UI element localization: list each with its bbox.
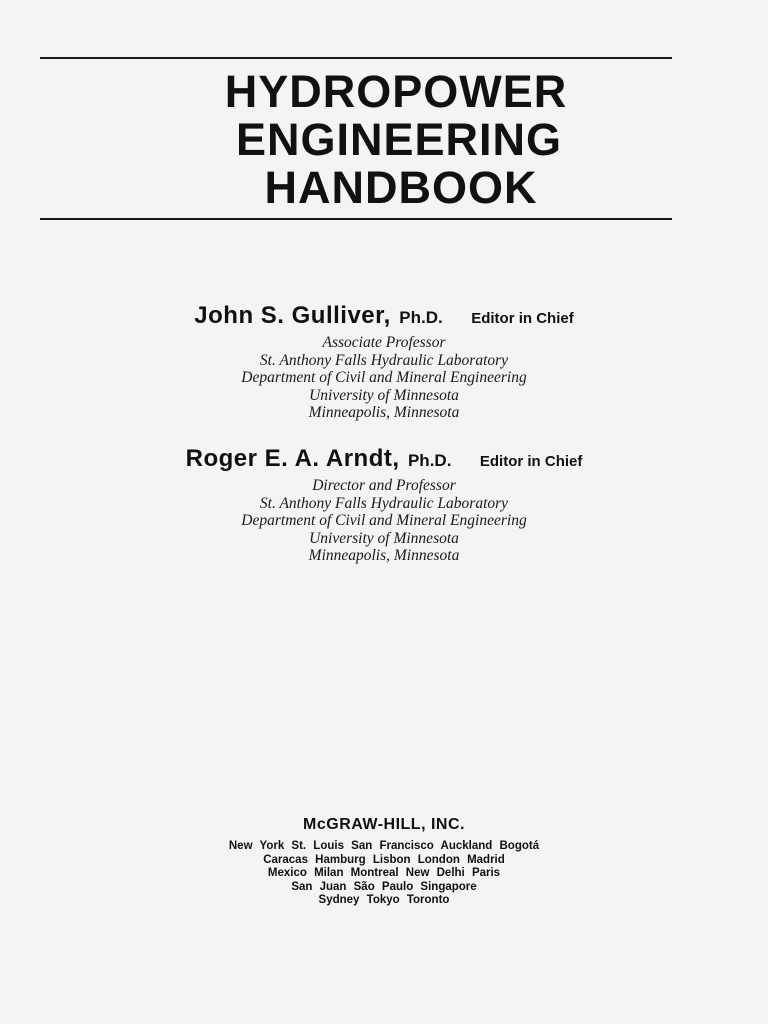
title-line-1: HYDROPOWER bbox=[224, 66, 568, 117]
affiliation-line: Department of Civil and Mineral Engineering bbox=[241, 369, 527, 386]
title-line-2: ENGINEERING bbox=[235, 114, 563, 165]
affiliation-line: Department of Civil and Mineral Engineering bbox=[241, 512, 527, 529]
editor-block-2 bbox=[0, 445, 768, 565]
city-line: New York St. Louis San Francisco Auckland Bogotá bbox=[228, 840, 540, 852]
affiliation-line: Director and Professor bbox=[312, 477, 456, 494]
affiliation-line: Minneapolis, Minnesota bbox=[308, 404, 460, 421]
editor-role: Editor in Chief bbox=[471, 310, 574, 327]
affiliation-line: Associate Professor bbox=[322, 334, 446, 351]
editor-heading bbox=[0, 445, 768, 473]
publisher-name: McGRAW-HILL, INC. bbox=[303, 816, 465, 833]
editor-heading bbox=[0, 302, 768, 330]
editor-affiliation bbox=[0, 334, 768, 422]
editor-degree: Ph.D. bbox=[407, 451, 452, 470]
affiliation-line: University of Minnesota bbox=[309, 529, 459, 547]
publisher-block bbox=[0, 816, 768, 908]
editor-affiliation bbox=[0, 477, 768, 565]
affiliation-line: St. Anthony Falls Hydraulic Laboratory bbox=[259, 351, 509, 369]
city-line: Mexico Milan Montreal New Delhi Paris bbox=[267, 867, 501, 879]
title-line-3: HANDBOOK bbox=[264, 162, 538, 213]
bottom-rule bbox=[40, 218, 672, 220]
editor-name: Roger E. A. Arndt, bbox=[185, 445, 400, 472]
editor-name: John S. Gulliver, bbox=[194, 302, 391, 329]
publisher-cities bbox=[0, 840, 768, 908]
city-line: Caracas Hamburg Lisbon London Madrid bbox=[263, 853, 505, 866]
city-line: San Juan São Paulo Singapore bbox=[291, 880, 477, 893]
affiliation-line: University of Minnesota bbox=[309, 386, 459, 404]
affiliation-line: Minneapolis, Minnesota bbox=[308, 547, 460, 564]
city-line: Sydney Tokyo Toronto bbox=[318, 894, 450, 906]
editor-block-1 bbox=[0, 302, 768, 422]
affiliation-line: St. Anthony Falls Hydraulic Laboratory bbox=[259, 494, 509, 512]
editor-degree: Ph.D. bbox=[399, 308, 443, 327]
top-rule bbox=[40, 57, 672, 59]
editor-role: Editor in Chief bbox=[479, 453, 583, 470]
book-title bbox=[40, 68, 752, 212]
